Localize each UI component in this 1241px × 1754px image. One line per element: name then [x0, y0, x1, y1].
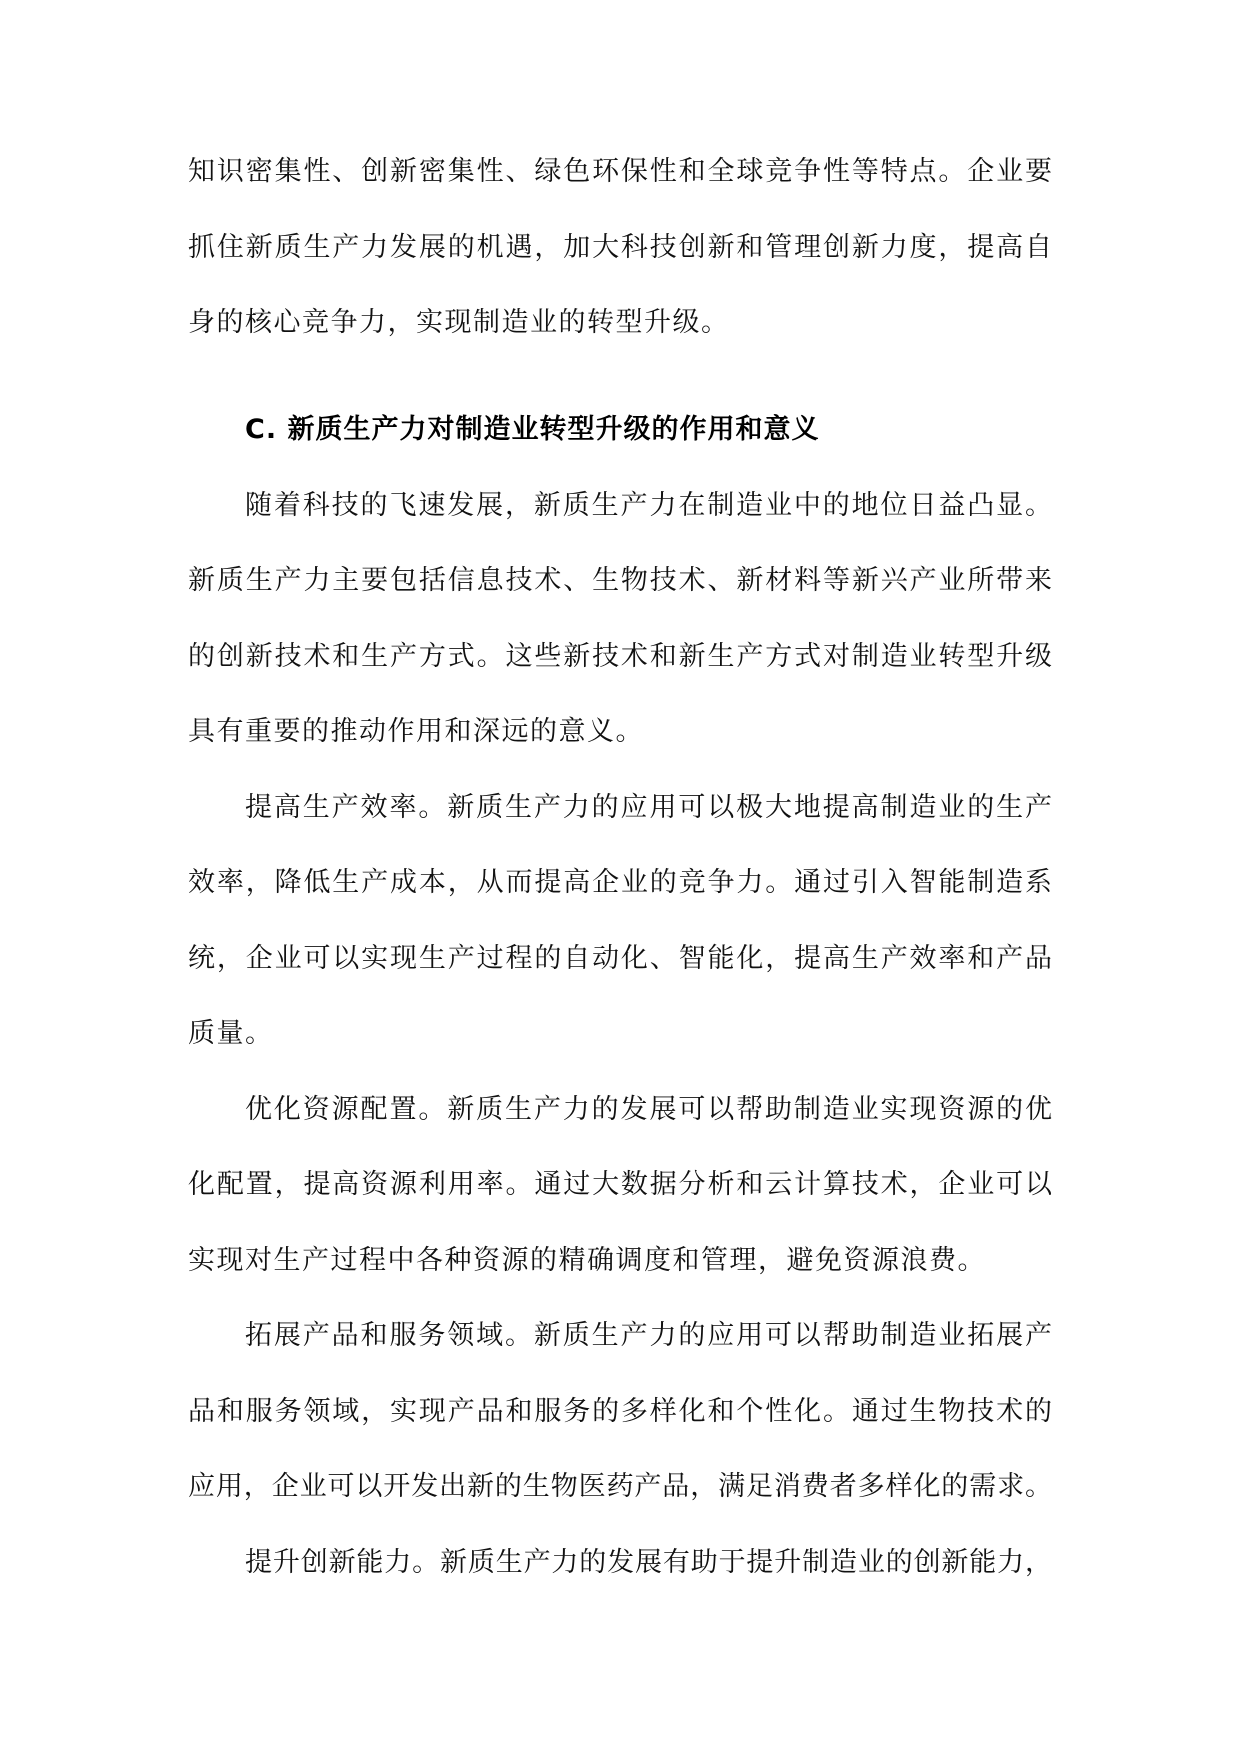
section-heading: C. 新质生产力对制造业转型升级的作用和意义 — [245, 414, 820, 446]
text-line: 化配置，提高资源利用率。通过大数据分析和云计算技术，企业可以 — [188, 1169, 1052, 1201]
text-line: 效率，降低生产成本，从而提高企业的竞争力。通过引入智能制造系 — [188, 867, 1052, 899]
paragraph — [188, 770, 1052, 1072]
text-line: 实现对生产过程中各种资源的精确调度和管理，避免资源浪费。 — [188, 1244, 986, 1276]
paragraph — [188, 1072, 1052, 1299]
text-line: 应用，企业可以开发出新的生物医药产品，满足消费者多样化的需求。 — [188, 1471, 1052, 1503]
paragraph — [188, 468, 1052, 770]
text-line: 品和服务领域，实现产品和服务的多样化和个性化。通过生物技术的 — [188, 1395, 1052, 1427]
text-line: 随着科技的飞速发展，新质生产力在制造业中的地位日益凸显。 — [245, 489, 1052, 521]
text-line: 提升创新能力。新质生产力的发展有助于提升制造业的创新能力， — [245, 1546, 1052, 1578]
text-line: 优化资源配置。新质生产力的发展可以帮助制造业实现资源的优 — [245, 1093, 1052, 1125]
text-line: 拓展产品和服务领域。新质生产力的应用可以帮助制造业拓展产 — [245, 1320, 1052, 1352]
text-line: 提高生产效率。新质生产力的应用可以极大地提高制造业的生产 — [245, 791, 1052, 823]
text-line: 身的核心竞争力，实现制造业的转型升级。 — [188, 307, 730, 338]
text-line: 质量。 — [188, 1018, 274, 1050]
paragraph — [188, 1298, 1052, 1525]
text-line: 知识密集性、创新密集性、绿色环保性和全球竞争性等特点。企业要 — [188, 156, 1052, 187]
paragraph — [188, 1525, 1052, 1601]
body-text — [188, 134, 1052, 1600]
text-line: 具有重要的推动作用和深远的意义。 — [188, 716, 644, 748]
text-line: 的创新技术和生产方式。这些新技术和新生产方式对制造业转型升级 — [188, 640, 1052, 672]
text-line: 抓住新质生产力发展的机遇，加大科技创新和管理创新力度，提高自 — [188, 231, 1052, 263]
paragraph-continued — [188, 134, 1052, 361]
text-line: 新质生产力主要包括信息技术、生物技术、新材料等新兴产业所带来 — [188, 565, 1052, 597]
text-line: 统，企业可以实现生产过程的自动化、智能化，提高生产效率和产品 — [188, 942, 1052, 974]
